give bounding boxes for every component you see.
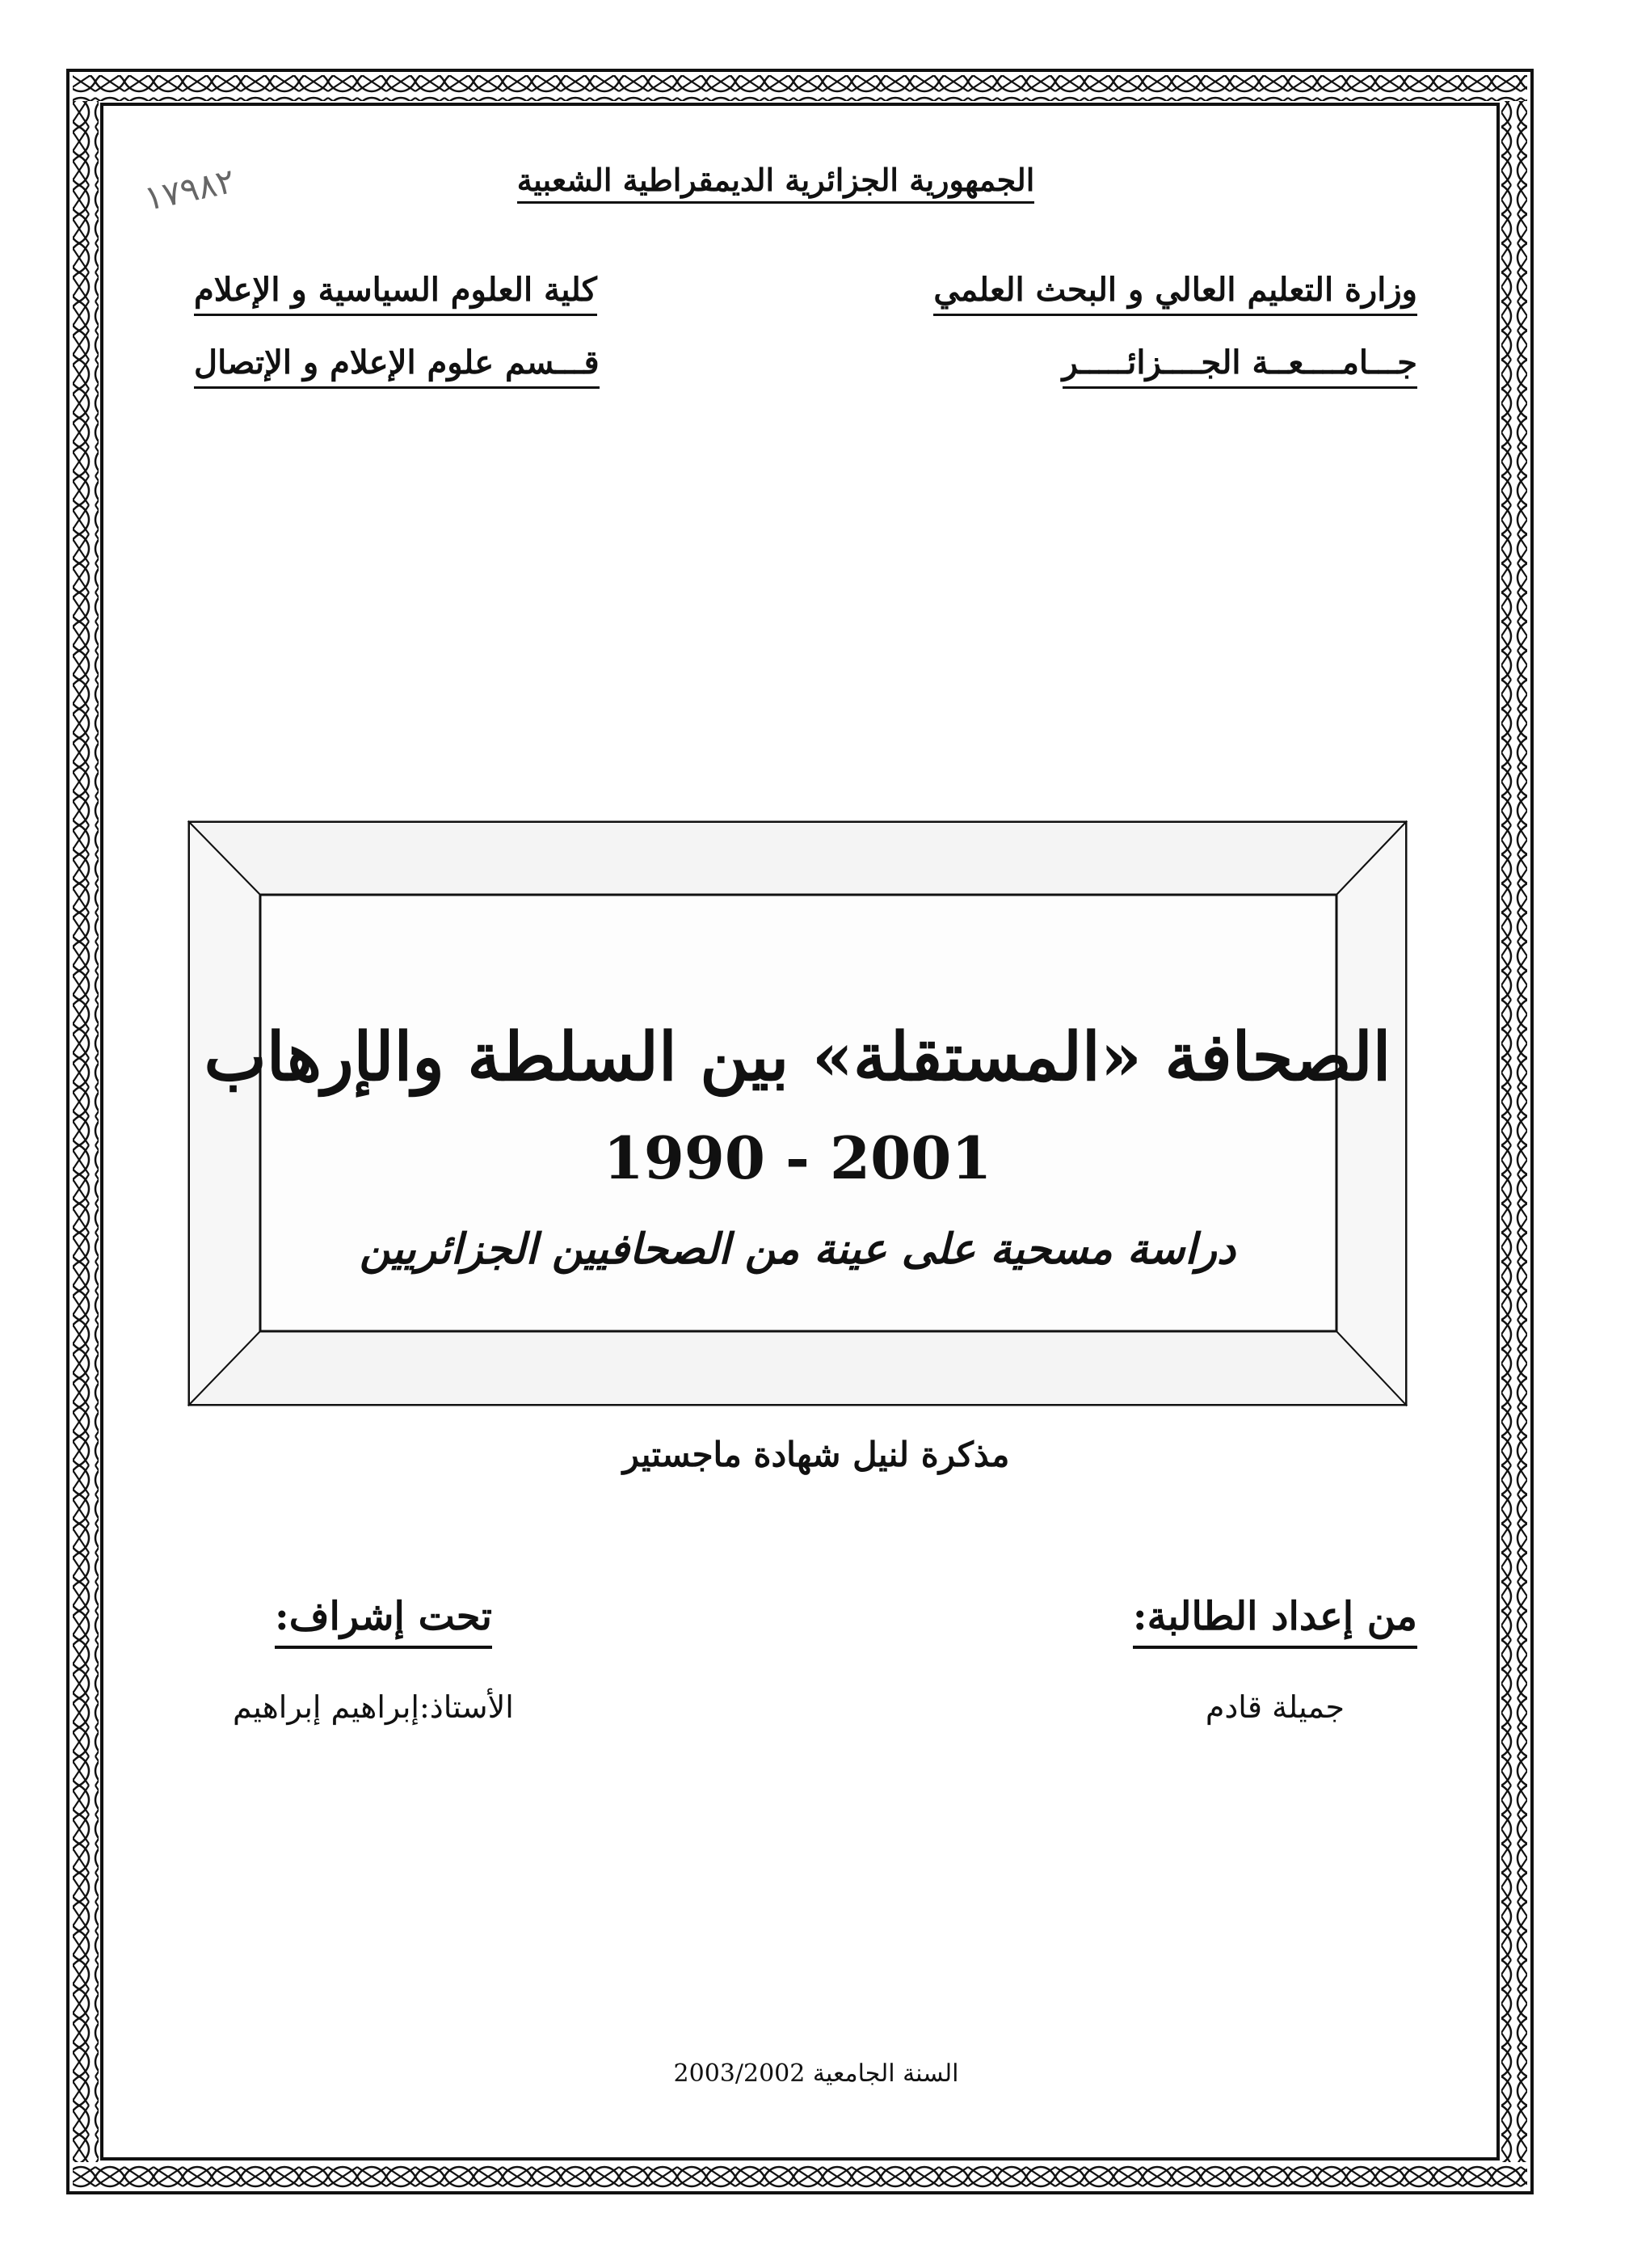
thesis-title: الصحافة «المستقلة» بين السلطة والإرهاب xyxy=(204,1018,1391,1096)
faculty-line: كلية العلوم السياسية و الإعلام xyxy=(194,271,597,309)
academic-year-value: 2003/2002 xyxy=(673,2059,806,2088)
department-line: قـــسم علوم الإعلام و الإتصال xyxy=(194,344,600,382)
supervisor-name: الأستاذ:إبراهيم إبراهيم xyxy=(233,1689,514,1725)
ministry-line: وزارة التعليم العالي و البحث العلمي xyxy=(933,271,1417,309)
thesis-subtitle: دراسة مسحية على عينة من الصحافيين الجزائريين xyxy=(359,1225,1235,1274)
degree-statement: مذكرة لنيل شهادة ماجستير xyxy=(622,1435,1010,1474)
title-panel xyxy=(187,820,1408,1406)
academic-year xyxy=(533,2059,1099,2088)
student-name: جميلة قادم xyxy=(1205,1689,1345,1725)
academic-year-label: السنة الجامعية xyxy=(812,2059,959,2088)
archive-stamp: ١٧٩٨٢ xyxy=(141,160,238,219)
supervisor-label: تحت إشراف: xyxy=(275,1594,492,1639)
student-label: من إعداد الطالبة: xyxy=(1133,1594,1417,1639)
university-line: جـــامــــعــة الجــــزائـــــر xyxy=(1063,344,1417,382)
republic-heading: الجمهورية الجزائرية الديمقراطية الشعبية xyxy=(452,162,1099,198)
bevel-frame xyxy=(187,820,1408,1406)
thesis-years: 1990 - 2001 xyxy=(603,1123,992,1192)
